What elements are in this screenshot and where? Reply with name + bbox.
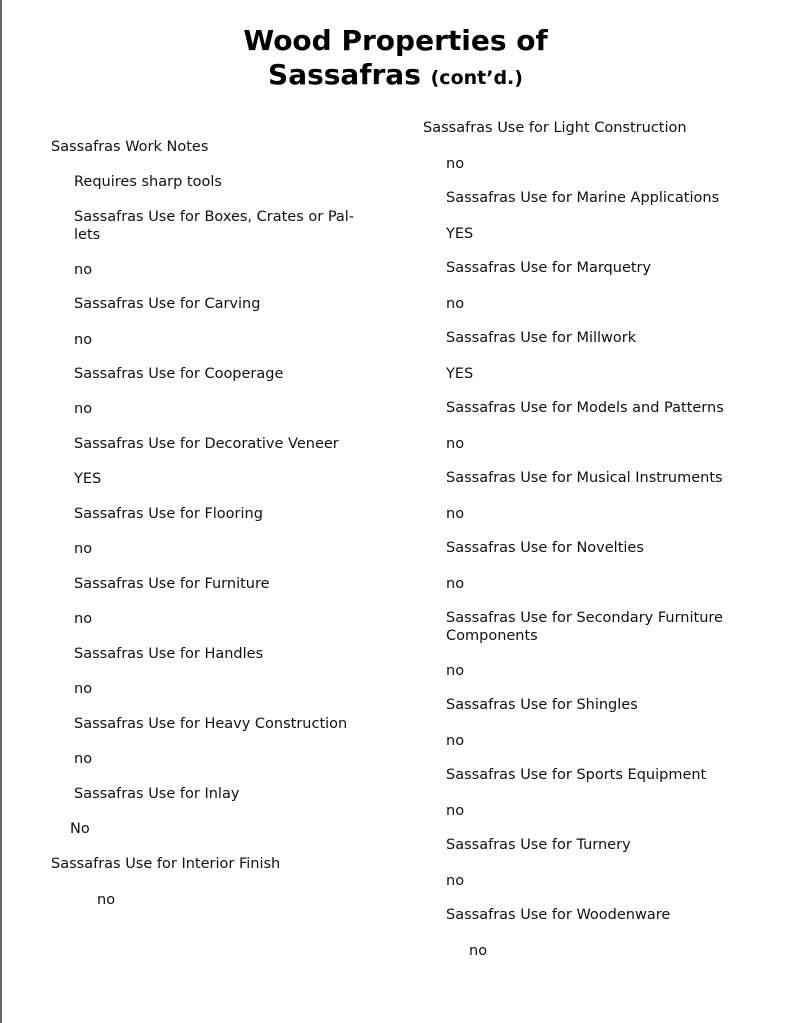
use-label: Sassafras Use for Carving <box>74 296 261 312</box>
page-left-border <box>0 0 2 1023</box>
page-title-species: Sassafras <box>268 58 421 91</box>
use-value: no <box>74 401 93 417</box>
use-value: no <box>446 506 465 522</box>
use-label: Sassafras Use for Boxes, Crates or Pal- <box>74 209 355 225</box>
use-value: no <box>74 541 93 557</box>
use-value: no <box>74 681 93 697</box>
use-label: Sassafras Use for Light Construction <box>423 120 687 136</box>
use-label: Sassafras Use for Millwork <box>446 330 637 346</box>
use-label: Sassafras Use for Sports Equipment <box>446 767 707 783</box>
use-label: Sassafras Use for Cooperage <box>74 366 284 382</box>
use-label: Sassafras Use for Turnery <box>446 837 631 853</box>
use-value: no <box>74 332 93 348</box>
use-value: YES <box>446 366 474 382</box>
use-label: Sassafras Use for Inlay <box>74 786 240 802</box>
use-label: Sassafras Use for Flooring <box>74 506 263 522</box>
use-label: Sassafras Use for Woodenware <box>446 907 671 923</box>
use-value: no <box>74 751 93 767</box>
use-label: Sassafras Use for Handles <box>74 646 264 662</box>
use-value: No <box>70 821 90 837</box>
work-note: Requires sharp tools <box>74 174 222 190</box>
use-value: no <box>446 873 465 889</box>
use-value: no <box>446 156 465 172</box>
use-label: Sassafras Use for Heavy Construction <box>74 716 348 732</box>
use-label-cont: lets <box>74 227 101 243</box>
use-value: no <box>446 803 465 819</box>
use-value: no <box>74 262 93 278</box>
use-value: YES <box>446 226 474 242</box>
use-value: no <box>446 296 465 312</box>
use-value: no <box>446 436 465 452</box>
use-value: no <box>446 733 465 749</box>
use-label: Sassafras Use for Novelties <box>446 540 644 556</box>
section-heading: Sassafras Work Notes <box>51 139 209 155</box>
page-title-line1: Wood Properties of <box>243 24 548 57</box>
use-label-cont: Components <box>446 628 538 644</box>
use-label: Sassafras Use for Marquetry <box>446 260 652 276</box>
use-label: Sassafras Use for Shingles <box>446 697 638 713</box>
use-value: no <box>469 943 488 959</box>
page-title-suffix: (cont’d.) <box>430 67 523 89</box>
use-label: Sassafras Use for Secondary Furniture <box>446 610 723 626</box>
use-value: no <box>446 663 465 679</box>
use-label: Sassafras Use for Interior Finish <box>51 856 281 872</box>
use-label: Sassafras Use for Decorative Veneer <box>74 436 339 452</box>
use-value: no <box>97 892 116 908</box>
use-value: no <box>74 611 93 627</box>
use-label: Sassafras Use for Furniture <box>74 576 270 592</box>
use-label: Sassafras Use for Models and Patterns <box>446 400 724 416</box>
use-value: no <box>446 576 465 592</box>
use-label: Sassafras Use for Musical Instruments <box>446 470 723 486</box>
page-title-line2 <box>0 58 791 91</box>
use-value: YES <box>74 471 102 487</box>
use-label: Sassafras Use for Marine Applications <box>446 190 720 206</box>
